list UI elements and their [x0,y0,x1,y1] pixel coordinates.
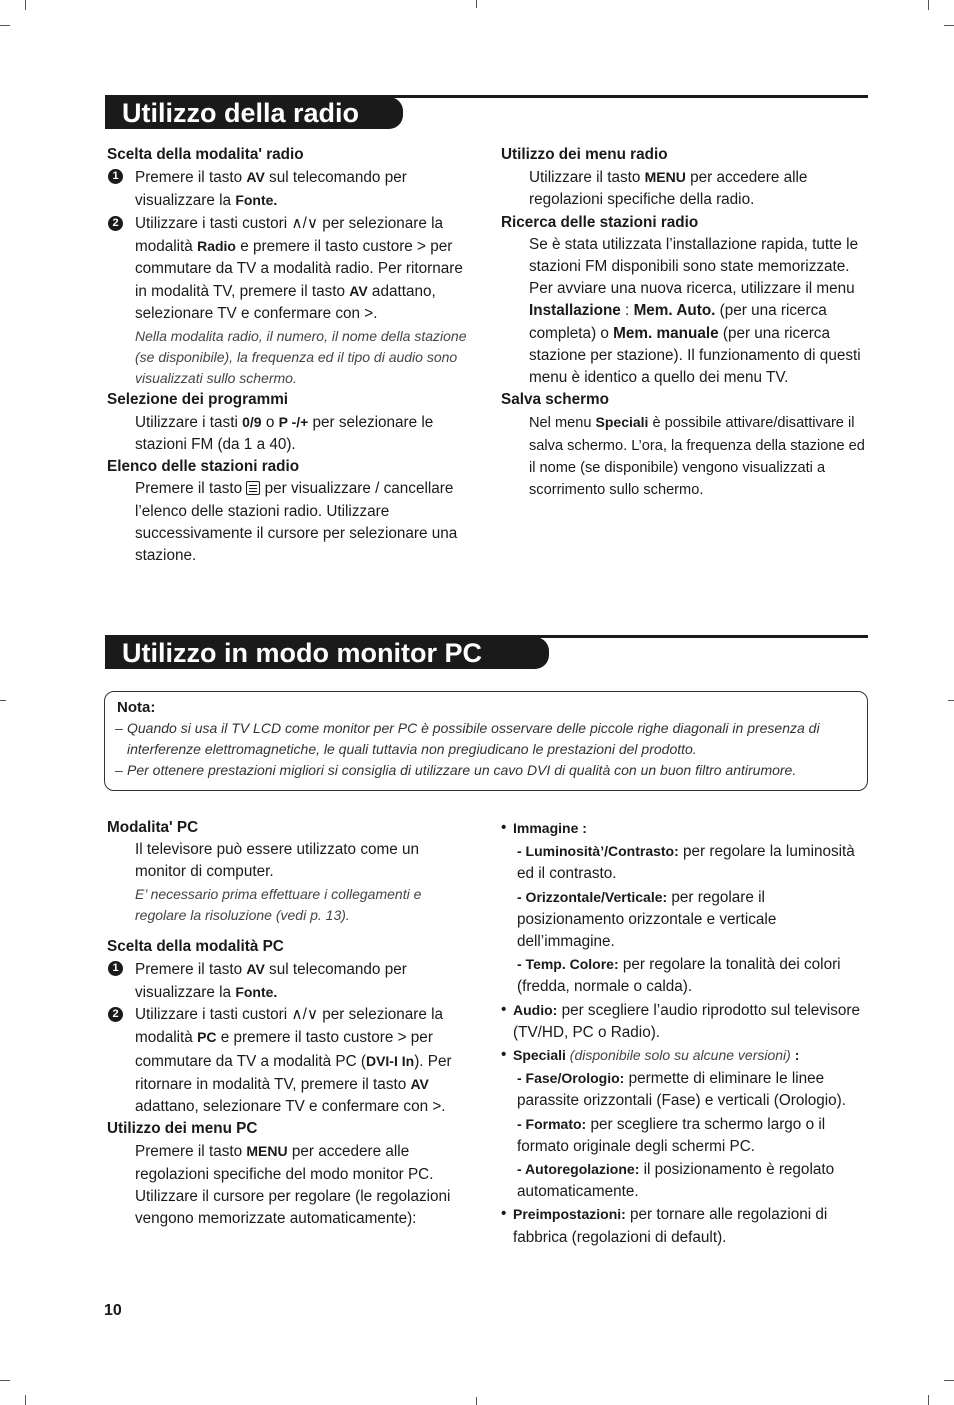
step-number-badge: 1 [108,169,123,184]
step-2: 2 Utilizzare i tasti custori ∧/∨ per selezionare la modalità PC e premere il tasto custore > per commutare da TV a modalità PC (DVI-I In). Per ritornare in modalità TV, premere il tasto AV adattano, selezionare TV e confermare con >. [107,1004,469,1118]
crop-mark [0,1380,10,1381]
section-title-radio: Utilizzo della radio [105,97,403,129]
heading-program-selection: Selezione dei programmi [107,390,289,408]
crop-mark [928,0,929,10]
step-1: 1 Premere il tasto AV sul telecomando per visualizzare la Fonte. [107,166,469,212]
crop-mark [25,0,26,10]
program-selection-text: Utilizzare i tasti 0/9 o P -/+ per selezionare le stazioni FM (da 1 a 40). [135,413,434,454]
pc-mode-text: Il televisore può essere utilizzato come un monitor di computer. [135,841,419,881]
heading-screensaver: Salva schermo [501,391,609,409]
step-number-badge: 2 [108,216,123,231]
screensaver-text: Nel menu Speciali è possibile attivare/disattivare il salva schermo. L’ora, la frequenza della stazione ed il nome (se disponibile) vengono visualizzati a scorrimento sullo schermo. [529,414,865,499]
step-1: 1 Premere il tasto AV sul telecomando per visualizzare la Fonte. [107,958,469,1004]
note-line: – Quando si usa il TV LCD come monitor per PC è possibile osservare delle piccole righe diagonali in presenza di interferenze elettromagnetiche, le quali tuttavia non pregiudicano le prestazioni del prodotto. [115,720,820,757]
heading-radio-menu: Utilizzo dei menu radio [501,146,668,163]
heading-radio-mode: Scelta della modalita' radio [107,146,304,163]
pc-menu-text: Premere il tasto MENU per accedere alle regolazioni specifiche del modo monitor PC. Utilizzare il cursore per regolare (le regolazioni vengono memorizzate automaticamente): [135,1143,451,1228]
radio-display-note: Nella modalita radio, il numero, il nome della stazione (se disponibile), la frequenza ed il tipo di audio sono visualizzati sullo schermo. [135,327,467,386]
station-list-text: Premere il tasto per visualizzare / cancellare l’elenco delle stazioni radio. Utilizzare successivamente il cursore per selezionare una stazione. [135,480,458,565]
crop-mark [476,1397,477,1405]
list-item-special: • Speciali (disponibile solo su alcune versioni) : [501,1046,800,1064]
page-number: 10 [104,1302,122,1319]
section-title-pc-monitor: Utilizzo in modo monitor PC [105,637,549,669]
note-title: Nota: [117,699,156,716]
heading-station-search: Ricerca delle stazioni radio [501,213,699,231]
list-subitem: - Autoregolazione: il posizionamento è regolato automaticamente. [517,1161,835,1201]
crop-mark [928,1395,929,1405]
crop-mark [0,25,10,26]
radio-menu-text: Utilizzare il tasto MENU per accedere alle regolazioni specifiche della radio. [529,169,808,209]
crop-mark [476,0,477,8]
pc-left-column [107,817,469,1230]
step-number-badge: 1 [108,961,123,976]
crop-mark [944,1380,954,1381]
crop-mark [944,25,954,26]
list-subitem: - Fase/Orologio: permette di eliminare le linee parassite orizzontali (Fase) e verticali (Orologio). [517,1070,846,1110]
heading-station-list: Elenco delle stazioni radio [107,458,300,476]
heading-pc-mode: Modalita' PC [107,819,199,836]
radio-left-column [107,144,469,567]
station-search-text: Se è stata utilizzata l’installazione rapida, tutte le stazioni FM disponibili sono state memorizzate. Per avviare una nuova ricerca, utilizzare il menu Installazione : Mem. Auto. (per una ricerca completa) o Mem. manuale (per una ricerca stazione per stazione). Il funzionamento di questi menu è identico a quello dei menu TV. [529,235,861,387]
list-item-image: • Immagine : [501,819,587,836]
list-subitem: - Formato: per scegliere tra schermo largo o il formato originale degli schermi PC. [517,1115,826,1155]
list-item-audio: • Audio: per scegliere l’audio riprodotto sul televisore (TV/HD, PC o Radio). [501,1000,861,1041]
list-icon [246,481,260,495]
pc-mode-note: E’ necessario prima effettuare i collegamenti e regolare la risoluzione (vedi p. 13). [135,885,422,923]
step-number-badge: 2 [108,1007,123,1022]
crop-mark [0,700,6,701]
note-line: – Per ottenere prestazioni migliori si consiglia di utilizzare un cavo DVI di qualità con un buon filtro antirumore. [115,762,797,778]
list-subitem: - Luminosità’/Contrasto: per regolare la luminosità ed il contrasto. [517,843,855,883]
radio-right-column [501,144,869,501]
list-subitem: - Orizzontale/Verticale: per regolare il posizionamento orizzontale e verticale dell’immagine. [517,888,777,951]
step-2: 2 Utilizzare i tasti custori ∧/∨ per selezionare la modalità Radio e premere il tasto custore > per commutare da TV a modalità radio. Per ritornare in modalità TV, premere il tasto AV adattano, selezionare TV e confermare con >. [107,213,469,326]
heading-pc-menu: Utilizzo dei menu PC [107,1120,258,1138]
heading-pc-selection: Scelta della modalità PC [107,937,284,955]
pc-right-column [501,817,871,1249]
list-subitem: - Temp. Colore: per regolare la tonalità dei colori (fredda, normale o calda). [517,956,841,996]
list-item-presets: • Preimpostazioni: per tornare alle regolazioni di fabbrica (regolazioni di default). [501,1205,828,1246]
crop-mark [948,700,954,701]
crop-mark [25,1395,26,1405]
note-box [104,691,868,791]
